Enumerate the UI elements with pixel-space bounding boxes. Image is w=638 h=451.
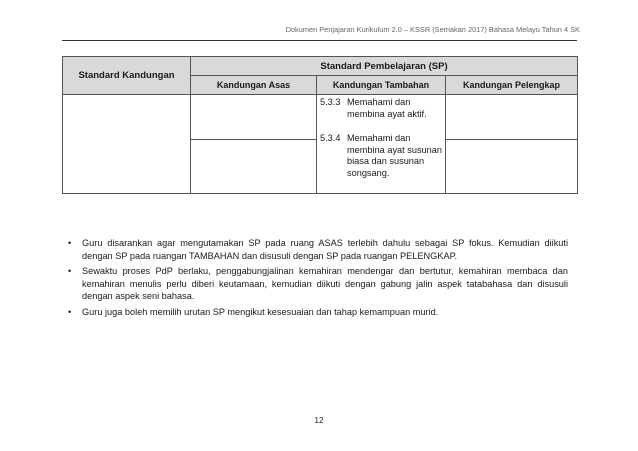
note-item [68, 306, 568, 319]
bullet-icon: • [68, 238, 72, 248]
standard-pembelajaran-table [62, 56, 578, 194]
cell-tambahan [317, 95, 446, 194]
note-item [68, 237, 568, 262]
header-kandungan-tambahan: Kandungan Tambahan [317, 76, 446, 95]
list-item [317, 131, 445, 179]
header-kandungan-pelengkap: Kandungan Pelengkap [446, 76, 578, 95]
header-rule [62, 40, 577, 41]
item-text: Memahami dan membina ayat susunan biasa dan susunan songsang. [347, 133, 442, 178]
cell-asas-1 [191, 95, 317, 140]
document-header: Dokumen Penjajaran Kurikulum 2.0 – KSSR (Semakan 2017) Bahasa Melayu Tahun 4 SK [285, 25, 580, 34]
cell-pelengkap-2 [446, 140, 578, 194]
note-item [68, 265, 568, 303]
header-standard-pembelajaran: Standard Pembelajaran (SP) [191, 57, 578, 76]
note-text: Sewaktu proses PdP berlaku, penggabungjalinan kemahiran mendengar dan bertutur, kemahiran membaca dan kemahiran menulis perlu diberi keutamaan, kemudian diikuti dengan gabung jalin aspek tatabahasa dan disusuli dengan aspek seni bahasa. [82, 266, 568, 302]
cell-asas-2 [191, 140, 317, 194]
bullet-icon: • [68, 306, 72, 317]
item-number: 5.3.4 [320, 133, 341, 143]
page-number: 12 [314, 416, 324, 425]
item-number: 5.3.3 [320, 97, 341, 107]
guidance-notes [68, 237, 568, 322]
item-text: Memahami dan membina ayat aktif. [347, 97, 427, 119]
header-standard-kandungan: Standard Kandungan [63, 57, 191, 95]
cell-pelengkap-1 [446, 95, 578, 140]
bullet-icon: • [68, 266, 72, 277]
note-text: Guru disarankan agar mengutamakan SP pada ruang ASAS terlebih dahulu sebagai SP fokus. Kemudian diikuti dengan SP pada ruangan TAMBAHAN dan disusuli dengan SP pada ruangan PELENGKAP. [82, 238, 568, 261]
note-text: Guru juga boleh memilih urutan SP mengikut kesesuaian dan tahap kemampuan murid. [82, 306, 439, 317]
header-kandungan-asas: Kandungan Asas [191, 76, 317, 95]
list-item [317, 95, 445, 120]
cell-standard-kandungan [63, 95, 191, 194]
